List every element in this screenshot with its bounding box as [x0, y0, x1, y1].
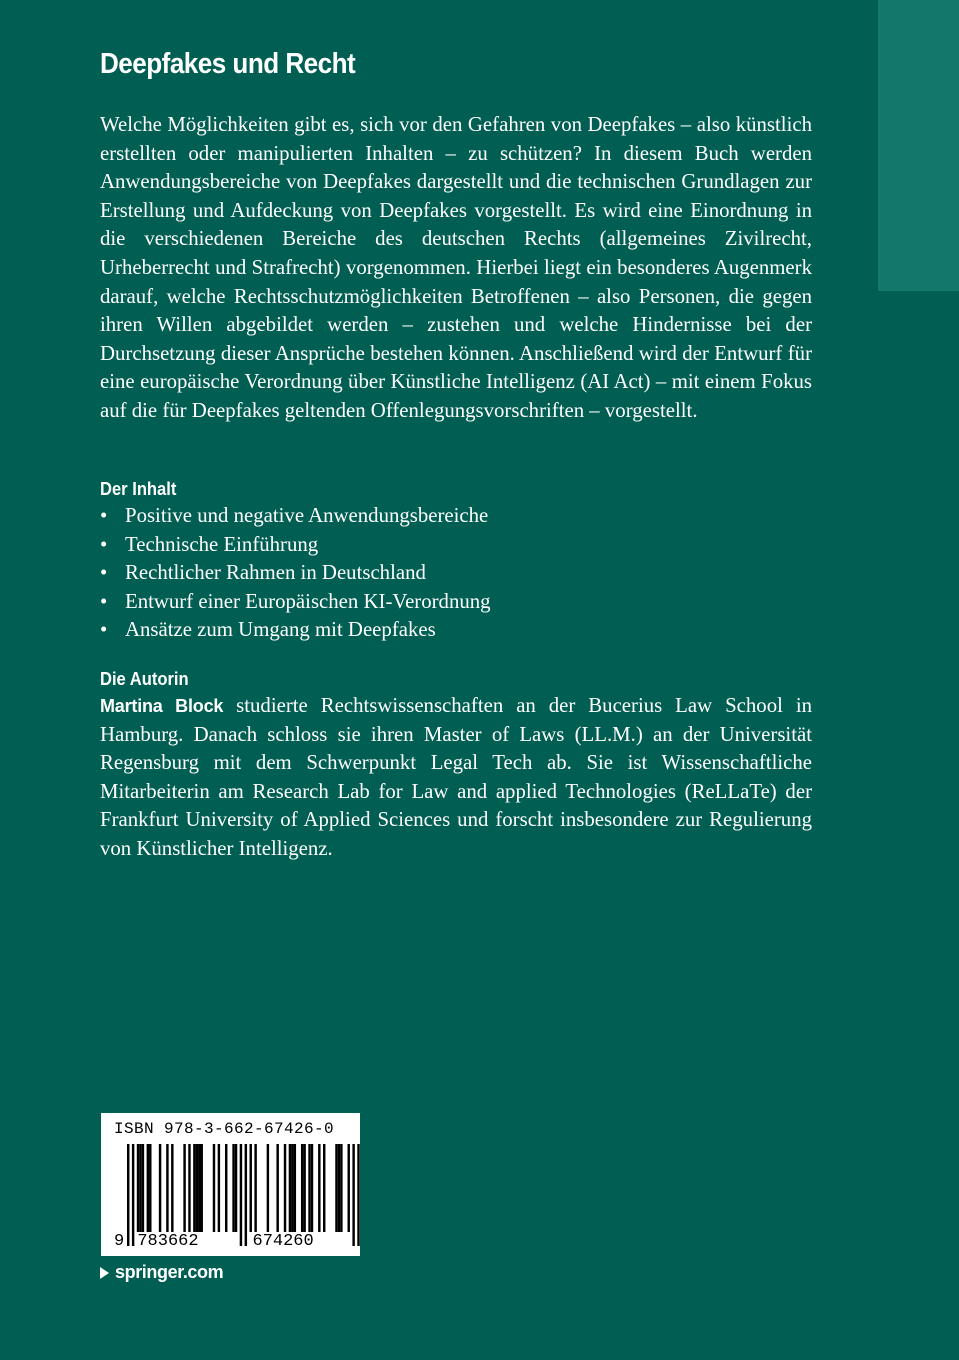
publisher-link[interactable]: [100, 1262, 223, 1283]
barcode-bar: [289, 1144, 291, 1232]
list-item-label: Ansätze zum Umgang mit Deepfakes: [125, 618, 436, 642]
contents-heading: Der Inhalt: [100, 479, 177, 499]
list-item-label: Rechtlicher Rahmen in Deutschland: [125, 561, 426, 585]
barcode-bar: [201, 1144, 203, 1232]
author-bio: [100, 692, 812, 864]
barcode-bar: [225, 1144, 227, 1232]
intro-paragraph: Welche Möglichkeiten gibt es, sich vor den Gefahren von Deepfakes – also künstlich erstellten oder manipulierten Inhalten – zu schützen? In diesem Buch werden Anwendungsbereiche von Deepfakes dargestellt und die technischen Grundlagen zur Erstellung und Aufdeckung von Deepfakes vorgestellt. Es wird eine Einordnung in die verschiedenen Bereiche des deutschen Rechts (allgemeines Zivilrecht, Urheberrecht und Strafrecht) vorgenommen. Hierbei liegt ein besonderes Augenmerk darauf, welche Rechtsschutzmöglichkeiten Betroffenen – also Personen, die gegen ihren Willen abgebildet werden – zustehen und welche Hindernisse bei der Durchsetzung dieser Ansprüche bestehen können. Anschließend wird der Entwurf für eine europäische Verordnung über Künstliche Intelligenz (AI Act) – mit einem Fokus auf die für Deepfakes geltenden Offenlegungsvorschriften – vorgestellt.: [100, 113, 812, 422]
barcode-bar: [127, 1144, 129, 1246]
isbn-label: ISBN 978-3-662-67426-0: [114, 1120, 335, 1138]
triangle-right-icon: [100, 1267, 109, 1279]
list-item-label: Technische Einführung: [125, 532, 319, 556]
barcode-bar: [318, 1144, 320, 1232]
barcode-bar: [218, 1144, 220, 1232]
barcode-bar: [335, 1144, 337, 1232]
barcode-bar: [198, 1144, 200, 1232]
barcode-bar: [267, 1144, 269, 1232]
barcode-digits-left: 783662: [137, 1232, 199, 1251]
barcode-bar: [291, 1144, 293, 1232]
side-color-tab: [878, 0, 959, 291]
barcode-bar: [357, 1144, 359, 1246]
barcode-bar: [188, 1144, 190, 1232]
barcode-bar: [132, 1144, 134, 1246]
barcode-bar: [240, 1144, 242, 1246]
barcode-bar: [250, 1144, 252, 1232]
contents-list: [100, 502, 491, 645]
list-item-label: Positive und negative Anwendungsbereiche: [125, 504, 489, 527]
barcode-bar: [348, 1144, 350, 1232]
barcode-digit-first: 9: [114, 1232, 125, 1251]
barcode-bar: [142, 1144, 144, 1232]
barcode-bar: [193, 1144, 195, 1232]
barcode-bar: [235, 1144, 237, 1232]
barcode-bar: [340, 1144, 342, 1232]
barcode-bar: [294, 1144, 296, 1232]
bullet-icon: •: [100, 532, 108, 556]
barcode-bar: [183, 1144, 185, 1232]
list-item: [100, 616, 491, 645]
barcode-bar: [254, 1144, 256, 1232]
list-item: [100, 588, 491, 617]
barcode-bar: [303, 1144, 305, 1232]
barcode-bar: [159, 1144, 161, 1232]
barcode-bar: [245, 1144, 247, 1246]
bullet-icon: •: [100, 504, 108, 527]
bullet-icon: •: [100, 561, 108, 585]
book-title: Deepfakes und Recht: [100, 48, 356, 80]
barcode-bar: [323, 1144, 325, 1232]
author-heading: Die Autorin: [100, 669, 189, 689]
author-name: Martina Block: [100, 696, 224, 716]
author-bio-text: studierte Rechtswissenschaften an der Bucerius Law School in Hamburg. Danach schloss sie ihren Master of Laws (LL.M.) an der Universität Regensburg mit dem Schwerpunkt Legal Tech ab. Sie ist Wissenschaftliche Mitarbeiterin am Research Lab for Law and applied Technologies (ReLLaTe) der Frankfurt University of Applied Sciences und forscht insbesondere zur Regulierung von Künstlicher Intelligenz.: [100, 694, 813, 860]
isbn-barcode: [101, 1113, 360, 1256]
barcode-bar: [338, 1144, 340, 1232]
bullet-icon: •: [100, 589, 108, 613]
barcode-bar: [137, 1144, 139, 1232]
barcode-bar: [308, 1144, 310, 1232]
barcode-bar: [352, 1144, 354, 1246]
barcode-bar: [284, 1144, 286, 1232]
publisher-link-label[interactable]: springer.com: [115, 1262, 224, 1282]
list-item: [100, 502, 491, 531]
list-item: [100, 559, 491, 588]
barcode-bar: [171, 1144, 173, 1232]
barcode-bar: [196, 1144, 198, 1232]
barcode-bar: [301, 1144, 303, 1232]
barcode-bar: [149, 1144, 151, 1232]
barcode-bar: [166, 1144, 168, 1232]
barcode-graphic: [101, 1113, 360, 1256]
barcode-bar: [213, 1144, 215, 1232]
barcode-bar: [232, 1144, 234, 1232]
barcode-bar: [147, 1144, 149, 1232]
barcode-bar: [276, 1144, 278, 1232]
bullet-icon: •: [100, 618, 108, 642]
barcode-bar: [311, 1144, 313, 1232]
list-item: [100, 531, 491, 560]
barcode-digits-right: 674260: [252, 1232, 314, 1251]
list-item-label: Entwurf einer Europäischen KI-Verordnung: [125, 589, 491, 613]
barcode-bar: [139, 1144, 141, 1232]
